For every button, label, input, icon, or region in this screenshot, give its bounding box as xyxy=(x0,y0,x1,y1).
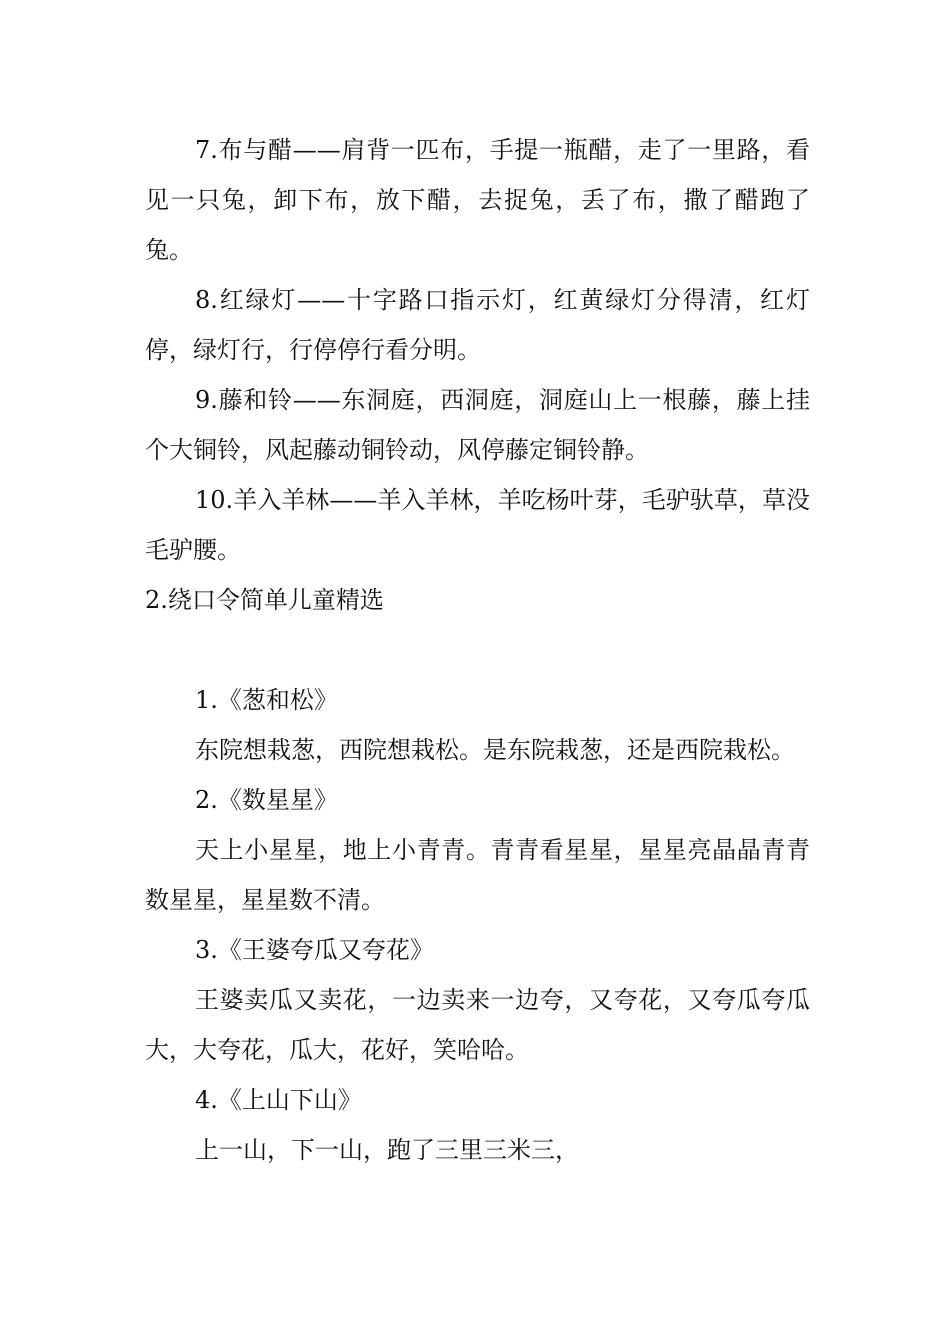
poem-title-2: 2.《数星星》 xyxy=(195,786,338,814)
tongue-twister-8: 8.红绿灯——十字路口指示灯，红黄绿灯分得清，红灯停，绿灯行，行停停行看分明。 xyxy=(145,286,810,364)
poem-title-1: 1.《葱和松》 xyxy=(195,686,338,714)
blank-line xyxy=(145,625,810,675)
document-page xyxy=(145,125,810,1175)
section-heading: 2.绕口令简单儿童精选 xyxy=(145,586,384,614)
tongue-twister-7: 7.布与醋——肩背一匹布，手提一瓶醋，走了一里路，看见一只兔，卸下布，放下醋，去捉兔，丢了布，撒了醋跑了兔。 xyxy=(145,136,810,264)
poem-title-3: 3.《王婆夸瓜又夸花》 xyxy=(195,936,434,964)
poem-body-2: 天上小星星，地上小青青。青青看星星，星星亮晶晶青青数星星，星星数不清。 xyxy=(145,836,810,914)
poem-body-3: 王婆卖瓜又卖花，一边卖来一边夸，又夸花，又夸瓜夸瓜大，大夸花，瓜大，花好，笑哈哈。 xyxy=(145,986,810,1064)
tongue-twister-10: 10.羊入羊林——羊入羊林，羊吃杨叶芽，毛驴驮草，草没毛驴腰。 xyxy=(145,486,810,564)
poem-body-4: 上一山，下一山，跑了三里三米三， xyxy=(195,1136,579,1164)
poem-title-4: 4.《上山下山》 xyxy=(195,1086,362,1114)
tongue-twister-9: 9.藤和铃——东洞庭，西洞庭，洞庭山上一根藤，藤上挂个大铜铃，风起藤动铜铃动，风停藤定铜铃静。 xyxy=(145,386,810,464)
poem-body-1: 东院想栽葱，西院想栽松。是东院栽葱，还是西院栽松。 xyxy=(195,736,795,764)
